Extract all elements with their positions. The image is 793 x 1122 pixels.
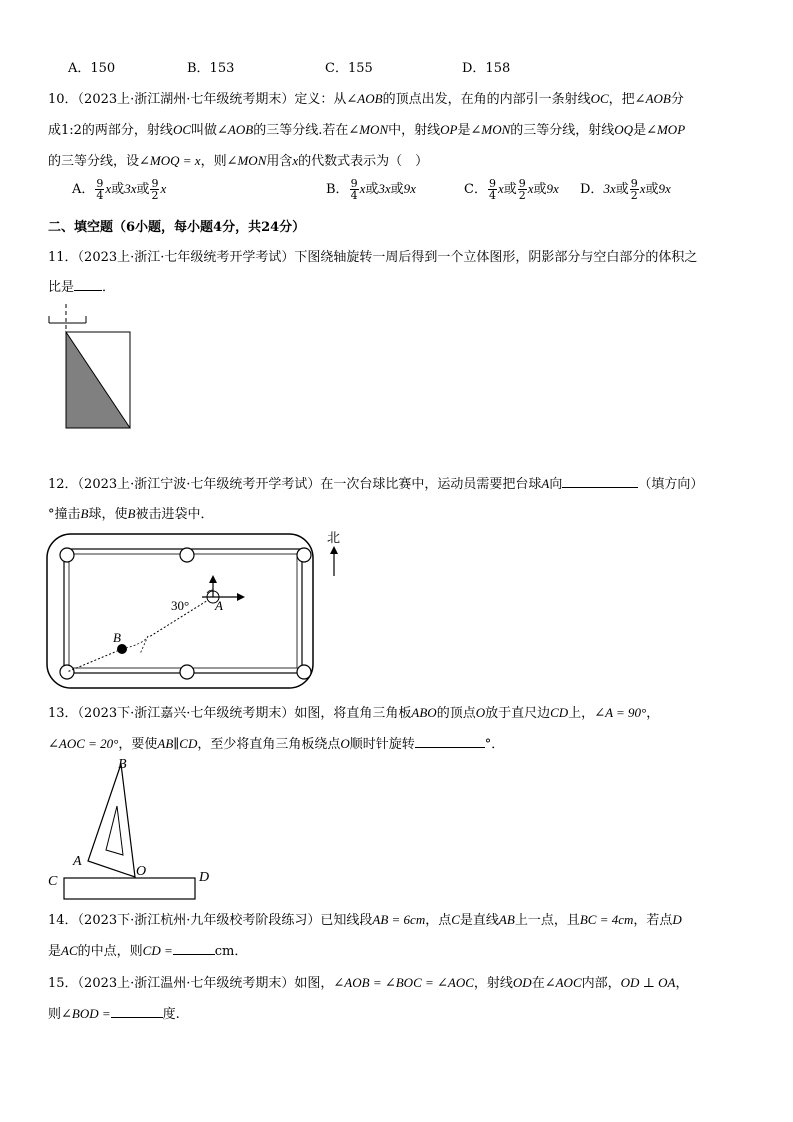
rotation-bracket — [49, 316, 86, 323]
pocket-top-left — [60, 548, 74, 562]
section-heading-fill-in: 二、填空题（6小题，每小题4分，共24分） — [48, 220, 306, 235]
q9-option-c: C．155 — [325, 61, 373, 76]
q15-line-2: 则∠BOD = 度. — [48, 1006, 180, 1022]
q13-line-1: 13．（2023下·浙江嘉兴·七年级统考期末）如图，将直角三角板ABO的顶点O放于直尺边CD上，∠A = 90°， — [48, 705, 660, 721]
q13-triangle-ruler-figure — [44, 754, 224, 902]
north-indicator-arrowhead — [330, 546, 338, 554]
q11-answer-blank[interactable] — [74, 290, 102, 291]
q11-line-2: 比是 ． — [48, 280, 116, 295]
label-o: O — [136, 864, 147, 879]
label-a: A — [73, 854, 82, 869]
pocket-top-right — [297, 548, 311, 562]
q11-rotation-figure — [44, 304, 136, 430]
q12-line-1: 12．（2023上·浙江宁波·七年级统考开学考试）在一次台球比赛中，运动员需要把台球A向 （填方向） — [48, 476, 704, 492]
q12-billiard-table-figure — [44, 526, 354, 692]
q12-line-2: °撞击B球，使B被击进袋中． — [48, 506, 214, 522]
q13-answer-blank[interactable] — [415, 747, 485, 748]
q15-answer-blank[interactable] — [111, 1017, 163, 1018]
q10-option-c: C． $\frac{9}{4}$ x或 $\frac{9}{2}$ x或9x — [464, 177, 559, 202]
q10-option-b: B． $\frac{9}{4}$ x或3x或9x — [326, 177, 416, 202]
q10-line-1: 10．（2023上·浙江湖州·七年级统考期末）定义：从∠AOB的顶点出发，在角的内部引一条射线OC，把∠AOB分 — [48, 91, 684, 107]
ruler — [64, 878, 195, 899]
ball-b — [117, 644, 127, 654]
q11-line-1: 11．（2023上·浙江·七年级统考开学考试）下图绕轴旋转一周后得到一个立体图形，阴影部分与空白部分的体积之 — [48, 250, 698, 265]
angle-30-label: 30° — [171, 598, 190, 613]
q12-direction-blank[interactable] — [562, 487, 638, 488]
label-b: B — [118, 757, 127, 772]
label-b: B — [113, 630, 121, 645]
q10-line-3: 的三等分线，设∠MOQ = x，则∠MON用含x的代数式表示为（ ） — [48, 153, 429, 169]
q10-line-2: 成1:2的两部分，射线OC叫做∠AOB的三等分线.若在∠MON中，射线OP是∠MON的三等分线，射线OQ是∠MOP — [48, 122, 686, 138]
q14-answer-blank[interactable] — [173, 954, 215, 955]
q10-option-a: A． $\frac{9}{4}$ x或3x或 $\frac{9}{2}$ x — [72, 177, 167, 202]
q10-option-d: D．3x或 $\frac{9}{2}$ x或9x — [580, 177, 671, 202]
q14-line-2: 是AC的中点，则CD = cm． — [48, 943, 248, 959]
q15-line-1: 15．（2023上·浙江温州·七年级统考期末）如图，∠AOB = ∠BOC = ∠AOC，射线OD在∠AOC内部，OD ⊥ OA， — [48, 975, 689, 991]
q9-option-b: B．153 — [187, 61, 235, 76]
q9-option-d: D．158 — [462, 61, 511, 76]
pocket-top-middle — [180, 548, 194, 562]
pocket-bottom-right — [297, 665, 311, 679]
label-a: A — [215, 598, 223, 613]
set-square-outer — [88, 764, 135, 877]
q14-line-1: 14．（2023下·浙江杭州·九年级校考阶段练习）已知线段AB = 6cm，点C是直线AB上一点，且BC = 4cm，若点D — [48, 912, 682, 928]
q13-line-2: ∠AOC = 20°，要使AB∥CD，至少将直角三角板绕点O顺时针旋转 °． — [48, 736, 505, 752]
pocket-bottom-middle — [180, 665, 194, 679]
label-d: D — [199, 870, 210, 885]
label-c: C — [48, 874, 58, 889]
north-label: 北 — [327, 530, 341, 545]
q9-option-a: A．150 — [68, 61, 116, 76]
